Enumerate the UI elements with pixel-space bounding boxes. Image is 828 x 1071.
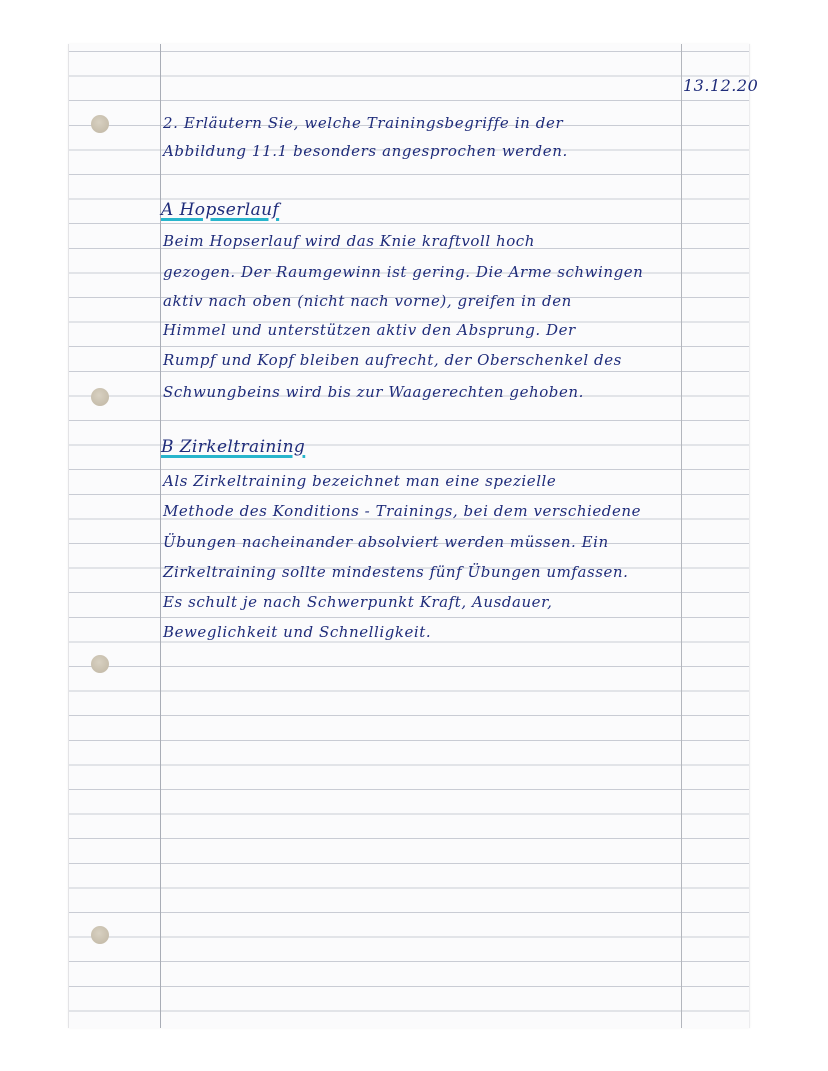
section-a-line: aktiv nach oben (nicht nach vorne), greifen in den xyxy=(163,292,572,310)
section-a-line: Himmel und unterstützen aktiv den Absprung. Der xyxy=(163,321,576,339)
punch-hole-1 xyxy=(91,115,109,133)
punch-hole-4 xyxy=(91,926,109,944)
section-a-heading: A Hopserlauf xyxy=(161,200,280,220)
section-b-line: Als Zirkeltraining bezeichnet man eine spezielle xyxy=(163,472,557,490)
section-b-line: Es schult je nach Schwerpunkt Kraft, Ausdauer, xyxy=(163,593,553,611)
question-line-2: Abbildung 11.1 besonders angesprochen werden. xyxy=(163,142,568,160)
section-a-line: Rumpf und Kopf bleiben aufrecht, der Oberschenkel des xyxy=(163,351,622,369)
section-b-line: Beweglichkeit und Schnelligkeit. xyxy=(163,623,432,641)
section-a-line: Beim Hopserlauf wird das Knie kraftvoll hoch xyxy=(163,232,535,250)
section-a-line: gezogen. Der Raumgewinn ist gering. Die Arme schwingen xyxy=(163,263,644,281)
left-margin-line xyxy=(160,44,161,1028)
question-line-1: 2. Erläutern Sie, welche Trainingsbegriffe in der xyxy=(163,114,564,132)
section-b-line: Methode des Konditions - Trainings, bei dem verschiedene xyxy=(163,502,642,520)
section-a-line: Schwungbeins wird bis zur Waagerechten gehoben. xyxy=(163,383,584,401)
section-b-line: Übungen nacheinander absolviert werden müssen. Ein xyxy=(163,533,609,551)
punch-hole-2 xyxy=(91,388,109,406)
punch-hole-3 xyxy=(91,655,109,673)
right-margin-line xyxy=(681,44,682,1028)
section-b-line: Zirkeltraining sollte mindestens fünf Übungen umfassen. xyxy=(163,563,629,581)
date: 13.12.20 xyxy=(683,76,759,95)
section-b-heading: B Zirkeltraining xyxy=(161,437,306,457)
